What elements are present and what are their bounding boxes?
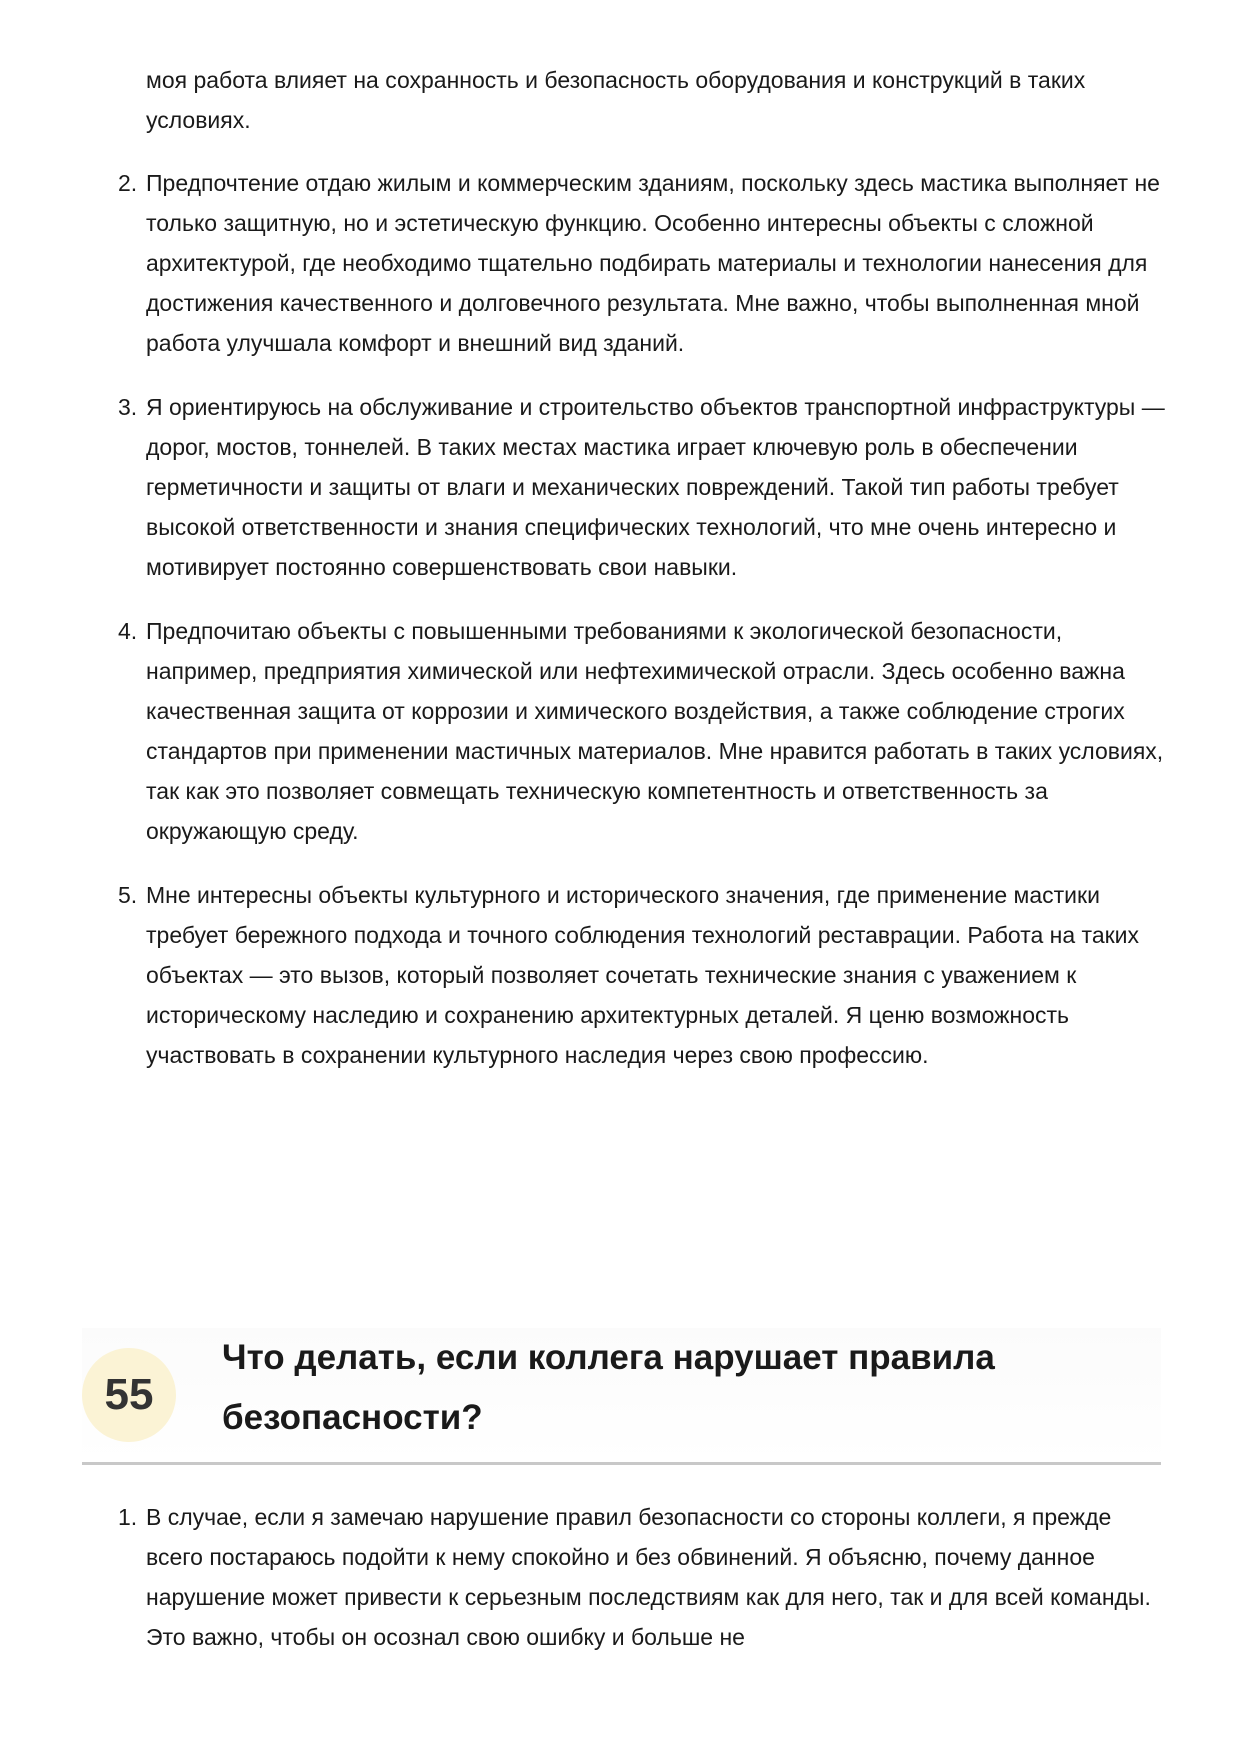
continuation-text: моя работа влияет на сохранность и безопасность оборудования и конструкций в таких условиях. xyxy=(146,67,1086,133)
list-item-text: В случае, если я замечаю нарушение правил безопасности со стороны коллеги, я прежде всего постараюсь подойти к нему спокойно и без обвинений. Я объясню, почему данное нарушение может привести к серьезным последствиям как для него, так и для всей команды. Это важно, чтобы он осознал свою ошибку и больше не xyxy=(146,1504,1151,1650)
question-number-badge: 55 xyxy=(82,1348,176,1442)
answer-list-55 xyxy=(118,1497,1168,1681)
list-item xyxy=(118,611,1168,851)
answer-list-54 xyxy=(118,163,1168,1099)
list-item-number: 4. xyxy=(118,618,138,644)
question-header xyxy=(82,1328,1161,1465)
list-item-number: 5. xyxy=(118,882,138,908)
list-item-text: Я ориентируюсь на обслуживание и строительство объектов транспортной инфраструктуры — дорог, мостов, тоннелей. В таких местах мастика играет ключевую роль в обеспечении герметичности и защиты от влаги и механических повреждений. Такой тип работы требует высокой ответственности и знания специфических технологий, что мне очень интересно и мотивирует постоянно совершенствовать свои навыки. xyxy=(146,394,1165,580)
list-item xyxy=(118,387,1168,587)
question-title: Что делать, если коллега нарушает правила безопасности? xyxy=(222,1338,995,1437)
list-item-number: 2. xyxy=(118,170,138,196)
list-item-text: Мне интересны объекты культурного и исторического значения, где применение мастики требует бережного подхода и точного соблюдения технологий реставрации. Работа на таких объектах — это вызов, который позволяет сочетать технические знания с уважением к историческому наследию и сохранению архитектурных деталей. Я ценю возможность участвовать в сохранении культурного наследия через свою профессию. xyxy=(146,882,1140,1068)
list-item-number: 3. xyxy=(118,394,138,420)
list-item-text: Предпочитаю объекты с повышенными требованиями к экологической безопасности, например, предприятия химической или нефтехимической отрасли. Здесь особенно важна качественная защита от коррозии и химического воздействия, а также соблюдение строгих стандартов при применении мастичных материалов. Мне нравится работать в таких условиях, так как это позволяет совмещать техническую компетентность и ответственность за окружающую среду. xyxy=(146,618,1164,844)
list-item xyxy=(118,875,1168,1075)
list-item-number: 1. xyxy=(118,1504,138,1530)
list-item xyxy=(118,1497,1168,1657)
list-item xyxy=(118,163,1168,363)
list-item-text: Предпочтение отдаю жилым и коммерческим зданиям, поскольку здесь мастика выполняет не только защитную, но и эстетическую функцию. Особенно интересны объекты с сложной архитектурой, где необходимо тщательно подбирать материалы и технологии нанесения для достижения качественного и долговечного результата. Мне важно, чтобы выполненная мной работа улучшала комфорт и внешний вид зданий. xyxy=(146,170,1160,356)
